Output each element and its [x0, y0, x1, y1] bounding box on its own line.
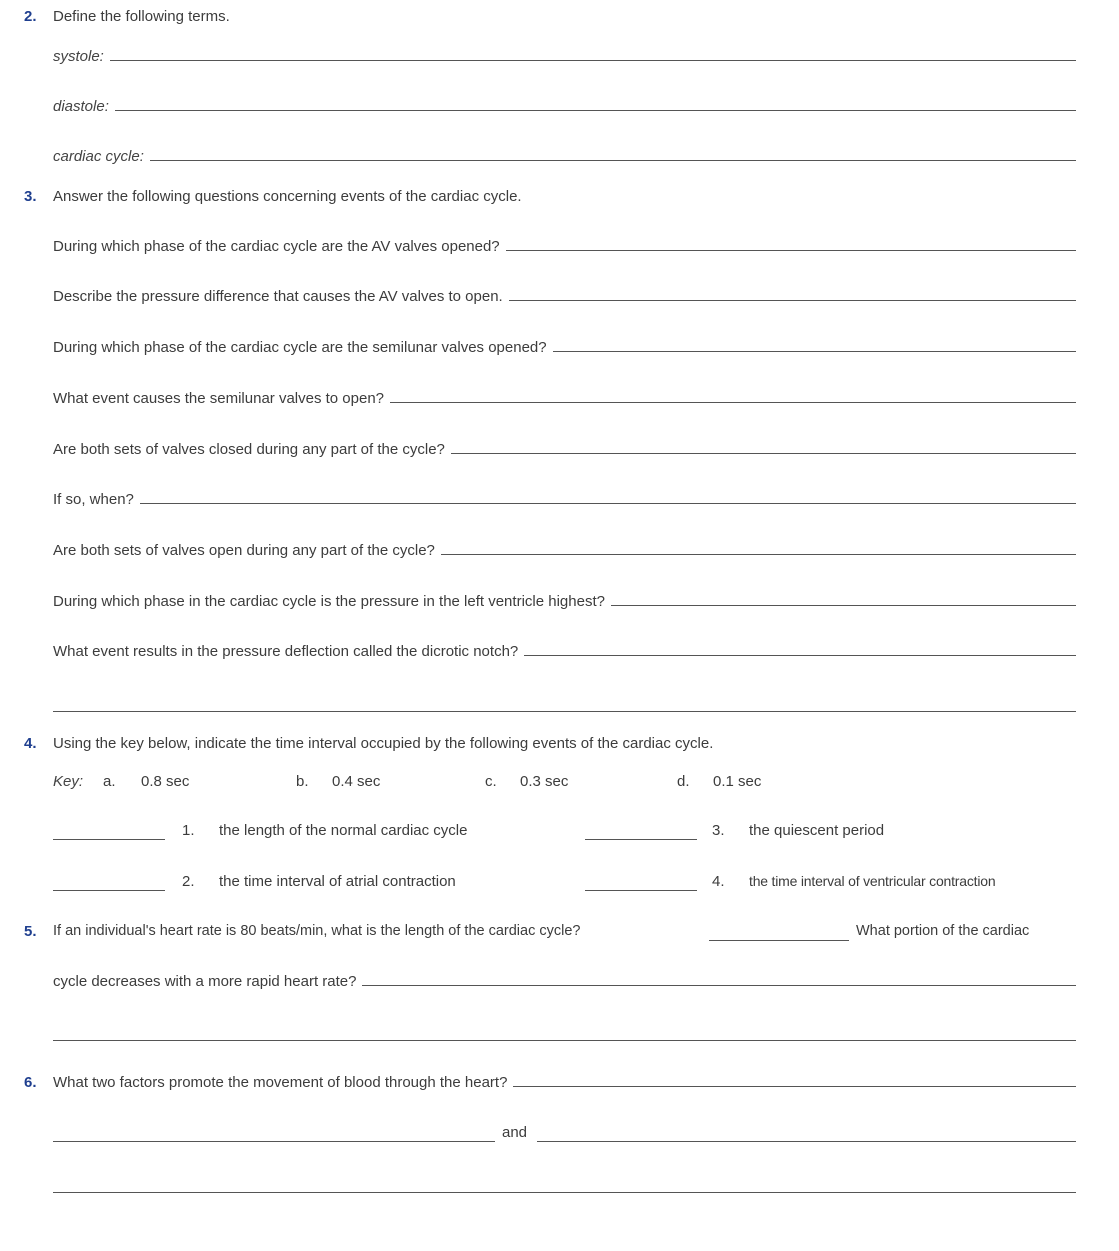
answer-blank[interactable]: [53, 711, 1076, 712]
item-number: 3.: [712, 822, 725, 839]
key-label: Key:: [53, 773, 84, 790]
q5-part1: If an individual's heart rate is 80 beats/min, what is the length of the cardiac cycle?: [53, 923, 581, 939]
answer-blank[interactable]: [506, 249, 1076, 251]
q3-question-row: [53, 390, 1076, 407]
key-letter: b.: [296, 773, 309, 790]
q6-number: 6.: [24, 1074, 37, 1091]
item-number: 4.: [712, 873, 725, 890]
answer-blank[interactable]: [390, 401, 1076, 403]
key-value: 0.8 sec: [141, 773, 190, 790]
answer-blank[interactable]: [53, 890, 165, 891]
q3-prompt: Answer the following questions concerning events of the cardiac cycle.: [53, 188, 522, 205]
q4-number: 4.: [24, 735, 37, 752]
q2-term-row: [53, 98, 1076, 115]
answer-blank[interactable]: [150, 159, 1076, 161]
q2-prompt: Define the following terms.: [53, 8, 230, 25]
q2-term-row: [53, 148, 1076, 165]
item-number: 2.: [182, 873, 195, 890]
item-text: the length of the normal cardiac cycle: [219, 822, 468, 839]
answer-blank[interactable]: [441, 553, 1076, 555]
key-value: 0.1 sec: [713, 773, 762, 790]
question-text: During which phase of the cardiac cycle are the semilunar valves opened?: [53, 339, 547, 356]
q5-row: [53, 973, 1076, 990]
q3-question-row: [53, 441, 1076, 458]
q3-question-row: [53, 288, 1076, 305]
q3-question-row: [53, 238, 1076, 255]
answer-blank[interactable]: [362, 984, 1076, 986]
key-letter: d.: [677, 773, 690, 790]
answer-blank[interactable]: [53, 1040, 1076, 1041]
q4-prompt: Using the key below, indicate the time interval occupied by the following events of the cardiac cycle.: [53, 735, 714, 752]
question-text: cycle decreases with a more rapid heart rate?: [53, 973, 357, 990]
question-text: If so, when?: [53, 491, 134, 508]
answer-blank[interactable]: [110, 59, 1076, 61]
term-label: diastole:: [53, 98, 109, 115]
answer-blank[interactable]: [513, 1085, 1076, 1087]
question-text: During which phase of the cardiac cycle are the AV valves opened?: [53, 238, 500, 255]
item-text: the time interval of atrial contraction: [219, 873, 456, 890]
answer-blank[interactable]: [553, 350, 1076, 352]
answer-blank[interactable]: [524, 654, 1076, 656]
question-text: What event results in the pressure deflection called the dicrotic notch?: [53, 643, 519, 660]
question-text: Describe the pressure difference that causes the AV valves to open.: [53, 288, 503, 305]
question-text: Are both sets of valves closed during any part of the cycle?: [53, 441, 445, 458]
key-letter: a.: [103, 773, 116, 790]
item-text: the time interval of ventricular contraction: [749, 873, 996, 889]
q5-number: 5.: [24, 923, 37, 940]
answer-blank[interactable]: [53, 839, 165, 840]
q2-number: 2.: [24, 8, 37, 25]
answer-blank[interactable]: [585, 890, 697, 891]
key-value: 0.4 sec: [332, 773, 381, 790]
answer-blank[interactable]: [140, 502, 1076, 504]
q2-term-row: [53, 48, 1076, 65]
term-label: cardiac cycle:: [53, 148, 144, 165]
q3-question-row: [53, 491, 1076, 508]
answer-blank[interactable]: [709, 940, 849, 941]
answer-blank[interactable]: [53, 1192, 1076, 1193]
answer-blank[interactable]: [611, 604, 1076, 606]
answer-blank[interactable]: [115, 109, 1076, 111]
q3-question-row: [53, 339, 1076, 356]
answer-blank[interactable]: [585, 839, 697, 840]
q3-question-row: [53, 542, 1076, 559]
item-number: 1.: [182, 822, 195, 839]
answer-blank[interactable]: [509, 299, 1076, 301]
q5-part2: What portion of the cardiac: [856, 923, 1030, 939]
key-value: 0.3 sec: [520, 773, 569, 790]
question-text: What event causes the semilunar valves to open?: [53, 390, 385, 407]
question-text: What two factors promote the movement of blood through the heart?: [53, 1074, 508, 1091]
q3-question-row: [53, 593, 1076, 610]
term-label: systole:: [53, 48, 104, 65]
and-label: and: [502, 1124, 528, 1141]
q3-question-row: [53, 643, 1076, 660]
answer-blank[interactable]: [537, 1141, 1076, 1142]
question-text: During which phase in the cardiac cycle is the pressure in the left ventricle highest?: [53, 593, 605, 610]
answer-blank[interactable]: [53, 1141, 495, 1142]
question-text: Are both sets of valves open during any part of the cycle?: [53, 542, 435, 559]
answer-blank[interactable]: [451, 452, 1076, 454]
key-letter: c.: [485, 773, 497, 790]
q3-number: 3.: [24, 188, 37, 205]
item-text: the quiescent period: [749, 822, 885, 839]
q6-row: [53, 1074, 1076, 1091]
